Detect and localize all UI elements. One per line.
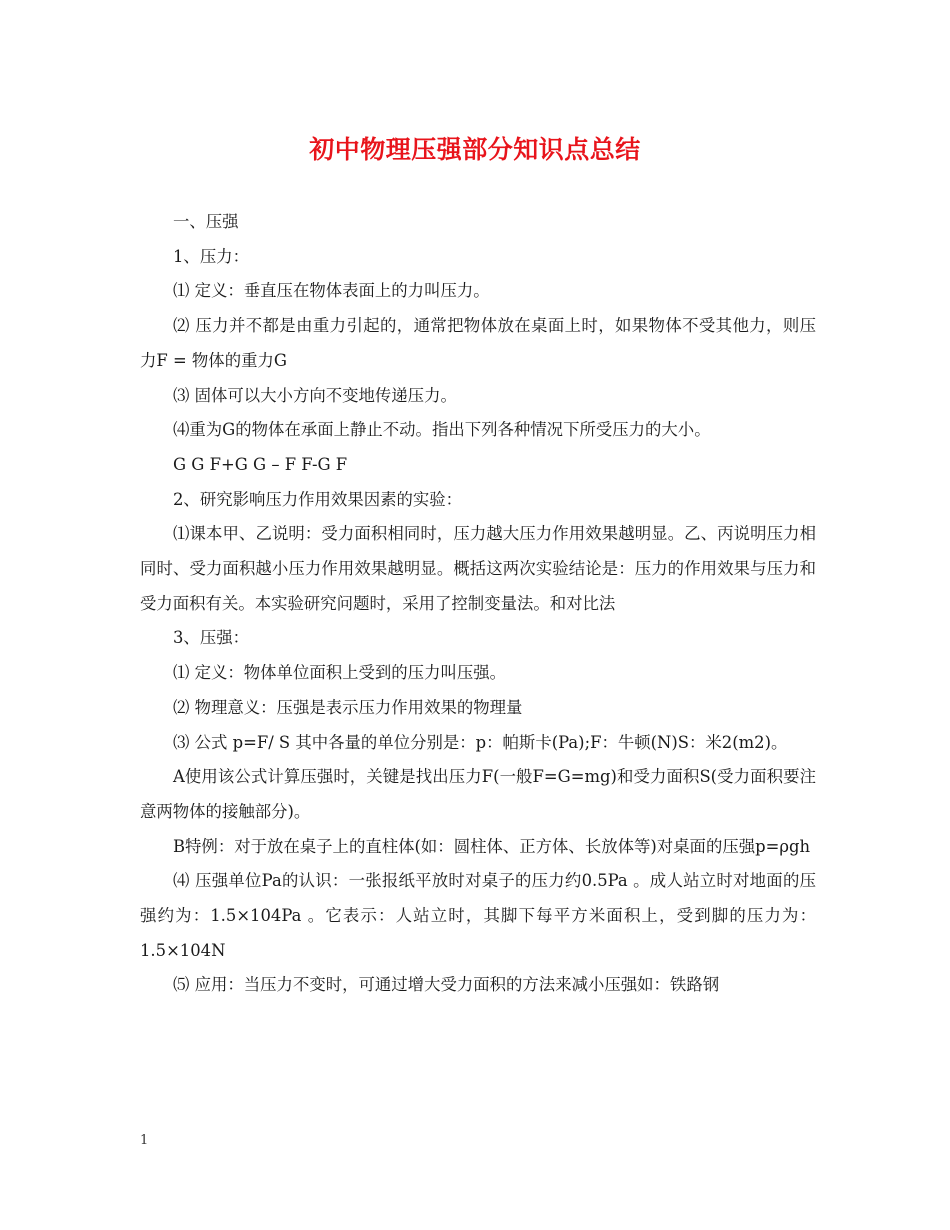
paragraph: ⑸ 应用：当压力不变时，可通过增大受力面积的方法来减小压强如：铁路钢 xyxy=(173,975,720,995)
subsection-heading: 1、压力： xyxy=(173,246,249,266)
paragraph: ⑴课本甲、乙说明：受力面积相同时，压力越大压力作用效果越明显。乙、丙说明压力相同时、受力面积越小压力作用效果越明显。概括这两次实验结论是：压力的作用效果与压力和受力面积有关。本实验研究问题时，采用了控制变量法。和对比法 xyxy=(140,524,816,613)
paragraph: ⑴ 定义：物体单位面积上受到的压力叫压强。 xyxy=(173,663,507,683)
document-body xyxy=(140,205,816,1003)
paragraph: ⑶ 固体可以大小方向不变地传递压力。 xyxy=(173,385,457,405)
page-number: 1 xyxy=(140,1133,149,1148)
paragraph: ⑴ 定义：垂直压在物体表面上的力叫压力。 xyxy=(173,281,490,301)
subsection-heading: 2、研究影响压力作用效果因素的实验： xyxy=(173,489,463,509)
paragraph: B特例：对于放在桌子上的直柱体(如：圆柱体、正方体、长放体等)对桌面的压强p=ρgh xyxy=(173,836,811,856)
subsection-heading: 3、压强： xyxy=(173,628,249,648)
paragraph: A使用该公式计算压强时，关键是找出压力F(一般F=G=mg)和受力面积S(受力面积要注意两物体的接触部分)。 xyxy=(140,767,816,821)
paragraph: ⑷ 压强单位Pa的认识：一张报纸平放时对桌子的压力约0.5Pa 。成人站立时对地面的压强约为：1.5×104Pa 。它表示：人站立时，其脚下每平方米面积上，受到脚的压力为：1.5×104N xyxy=(140,871,816,960)
paragraph: G G F+G G – F F-G F xyxy=(173,454,348,474)
section-heading: 一、压强 xyxy=(173,212,239,231)
paragraph: ⑵ 压力并不都是由重力引起的，通常把物体放在桌面上时，如果物体不受其他力，则压力F = 物体的重力G xyxy=(140,316,816,370)
paragraph: ⑶ 公式 p=F/ S 其中各量的单位分别是：p：帕斯卡(Pa);F：牛顿(N)S：米2(m2)。 xyxy=(173,732,788,752)
paragraph: ⑵ 物理意义：压强是表示压力作用效果的物理量 xyxy=(173,697,523,717)
paragraph: ⑷重为G的物体在承面上静止不动。指出下列各种情况下所受压力的大小。 xyxy=(173,420,711,440)
document-title: 初中物理压强部分知识点总结 xyxy=(309,135,641,164)
